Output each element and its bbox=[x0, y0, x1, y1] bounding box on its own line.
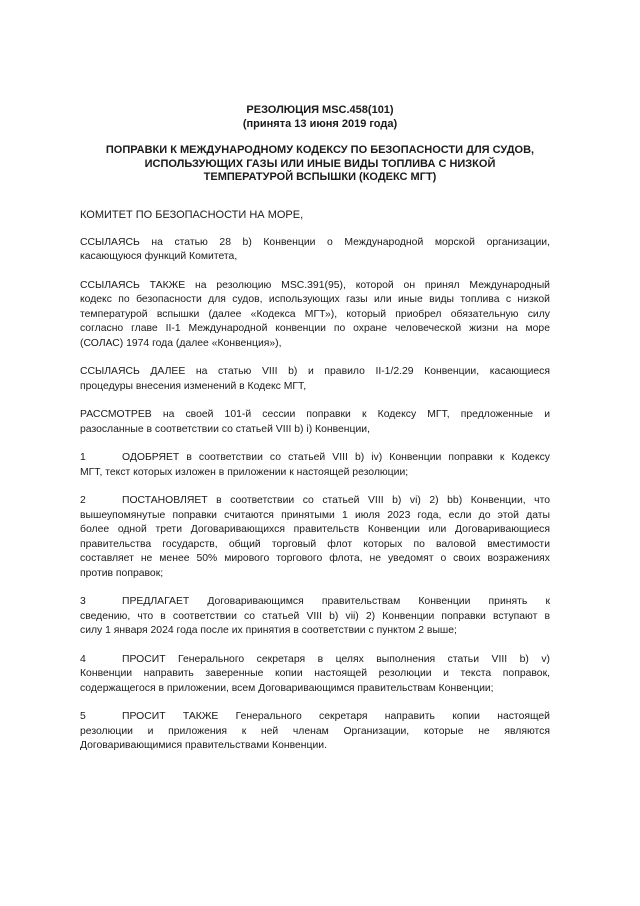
paragraph-line: сведению, что в соответствии со статьей VIII b) vii) 2) Конвенции поправки вступают в bbox=[80, 610, 550, 622]
paragraph-number: 1 bbox=[80, 452, 86, 463]
paragraph-number: 2 bbox=[80, 495, 86, 506]
paragraph-line: против поправок; bbox=[80, 567, 164, 579]
operative-paragraph bbox=[80, 451, 550, 480]
paragraph-line: касающуюся функций Комитета, bbox=[80, 251, 238, 262]
document-body bbox=[80, 208, 550, 768]
paragraph-number: 3 bbox=[80, 596, 86, 607]
paragraph-line: Конвенции направить заверенные копии настоящей резолюции и текста поправок, bbox=[80, 668, 550, 679]
operative-paragraph bbox=[80, 494, 550, 581]
heading-line: ИСПОЛЬЗУЮЩИХ ГАЗЫ ИЛИ ИНЫЕ ВИДЫ ТОПЛИВА С НИЗКОЙ bbox=[144, 157, 496, 170]
paragraph-line: резолюции и приложения к ней членам Организации, которые не являются bbox=[80, 725, 550, 737]
operative-paragraph bbox=[80, 595, 550, 639]
paragraph-line: процедуры внесения изменений в Кодекс МГТ, bbox=[80, 380, 307, 392]
paragraph-line: ПРОСИТ ТАКЖЕ Генерального секретаря направить копии настоящей bbox=[122, 711, 550, 722]
adoption-note: (принята 13 июня 2019 года) bbox=[242, 118, 398, 130]
paragraph-line: МГТ, текст которых изложен в приложении к настоящей резолюции; bbox=[80, 466, 409, 478]
operative-paragraph bbox=[80, 653, 550, 697]
preamble-paragraph bbox=[80, 408, 550, 437]
paragraph-line: кодекс по безопасности для судов, использующих газы или иные виды топлива с низкой bbox=[80, 294, 550, 305]
preamble-paragraph bbox=[80, 236, 550, 265]
paragraph-line: РАССМОТРЕВ на своей 101-й сессии поправки к Кодексу МГТ, предложенные и bbox=[80, 409, 550, 420]
preamble-paragraph bbox=[80, 279, 550, 352]
paragraph-line: более одной трети Договаривающихся правительств Конвенции или Договаривающиеся bbox=[80, 524, 550, 535]
paragraph-line: ССЫЛАЯСЬ ДАЛЕЕ на статью VIII b) и правило II-1/2.29 Конвенции, касающиеся bbox=[80, 366, 550, 377]
heading-line: ПОПРАВКИ К МЕЖДУНАРОДНОМУ КОДЕКСУ ПО БЕЗОПАСНОСТИ ДЛЯ СУДОВ, bbox=[105, 144, 535, 156]
paragraph-line: (СОЛАС) 1974 года (далее «Конвенция»), bbox=[80, 337, 282, 349]
paragraph-line: температурой вспышки (далее «Кодекса МГТ»), который приобрел обязательную силу bbox=[80, 308, 550, 320]
heading-line: ТЕМПЕРАТУРОЙ ВСПЫШКИ (КОДЕКС МГТ) bbox=[203, 171, 437, 183]
paragraph-line: согласно главе II-1 Международной конвенции по охране человеческой жизни на море bbox=[80, 323, 550, 334]
paragraph-line: ССЫЛАЯСЬ на статью 28 b) Конвенции о Международной морской организации, bbox=[80, 236, 550, 248]
paragraph-line: ОДОБРЯЕТ в соответствии со статьей VIII b) iv) Конвенции поправки к Кодексу bbox=[122, 452, 550, 463]
paragraph-number: 5 bbox=[80, 711, 86, 722]
paragraph-line: ПРЕДЛАГАЕТ Договаривающимся правительствам Конвенции принять к bbox=[122, 596, 550, 607]
paragraph-line: разосланные в соответствии со статьей VIII b) i) Конвенции, bbox=[80, 423, 370, 435]
paragraph-line: правительства государств, общий торговый флот которых по валовой вместимости bbox=[80, 538, 550, 550]
paragraph-line: содержащегося в приложении, всем Договаривающимся правительствам Конвенции; bbox=[80, 682, 494, 694]
document-heading bbox=[80, 144, 560, 185]
preamble-paragraph bbox=[80, 365, 550, 394]
resolution-title: РЕЗОЛЮЦИЯ MSC.458(101) bbox=[246, 104, 394, 116]
paragraph-line: составляет не менее 50% мирового торгового флота, не уведомят о своих возражениях bbox=[80, 553, 550, 564]
paragraph-line: ПОСТАНОВЛЯЕТ в соответствии со статьей VIII b) vi) 2) bb) Конвенции, что bbox=[122, 495, 550, 506]
committee-line: КОМИТЕТ ПО БЕЗОПАСНОСТИ НА МОРЕ, bbox=[80, 209, 304, 221]
paragraph-line: Договаривающимися правительствами Конвенции. bbox=[80, 740, 327, 751]
paragraph-line: ПРОСИТ Генерального секретаря в целях выполнения статьи VIII b) v) bbox=[122, 653, 550, 665]
paragraph-line: вышеупомянутые поправки считаются принятыми 1 июля 2023 года, если до этой даты bbox=[80, 509, 550, 521]
title-block bbox=[80, 103, 560, 131]
paragraph-line: ССЫЛАЯСЬ ТАКЖЕ на резолюцию MSC.391(95), которой он принял Международный bbox=[80, 279, 550, 291]
paragraph-line: силу 1 января 2024 года после их принятия в соответствии с пунктом 2 выше; bbox=[80, 625, 457, 636]
paragraph-number: 4 bbox=[80, 653, 86, 665]
operative-paragraph bbox=[80, 710, 550, 754]
